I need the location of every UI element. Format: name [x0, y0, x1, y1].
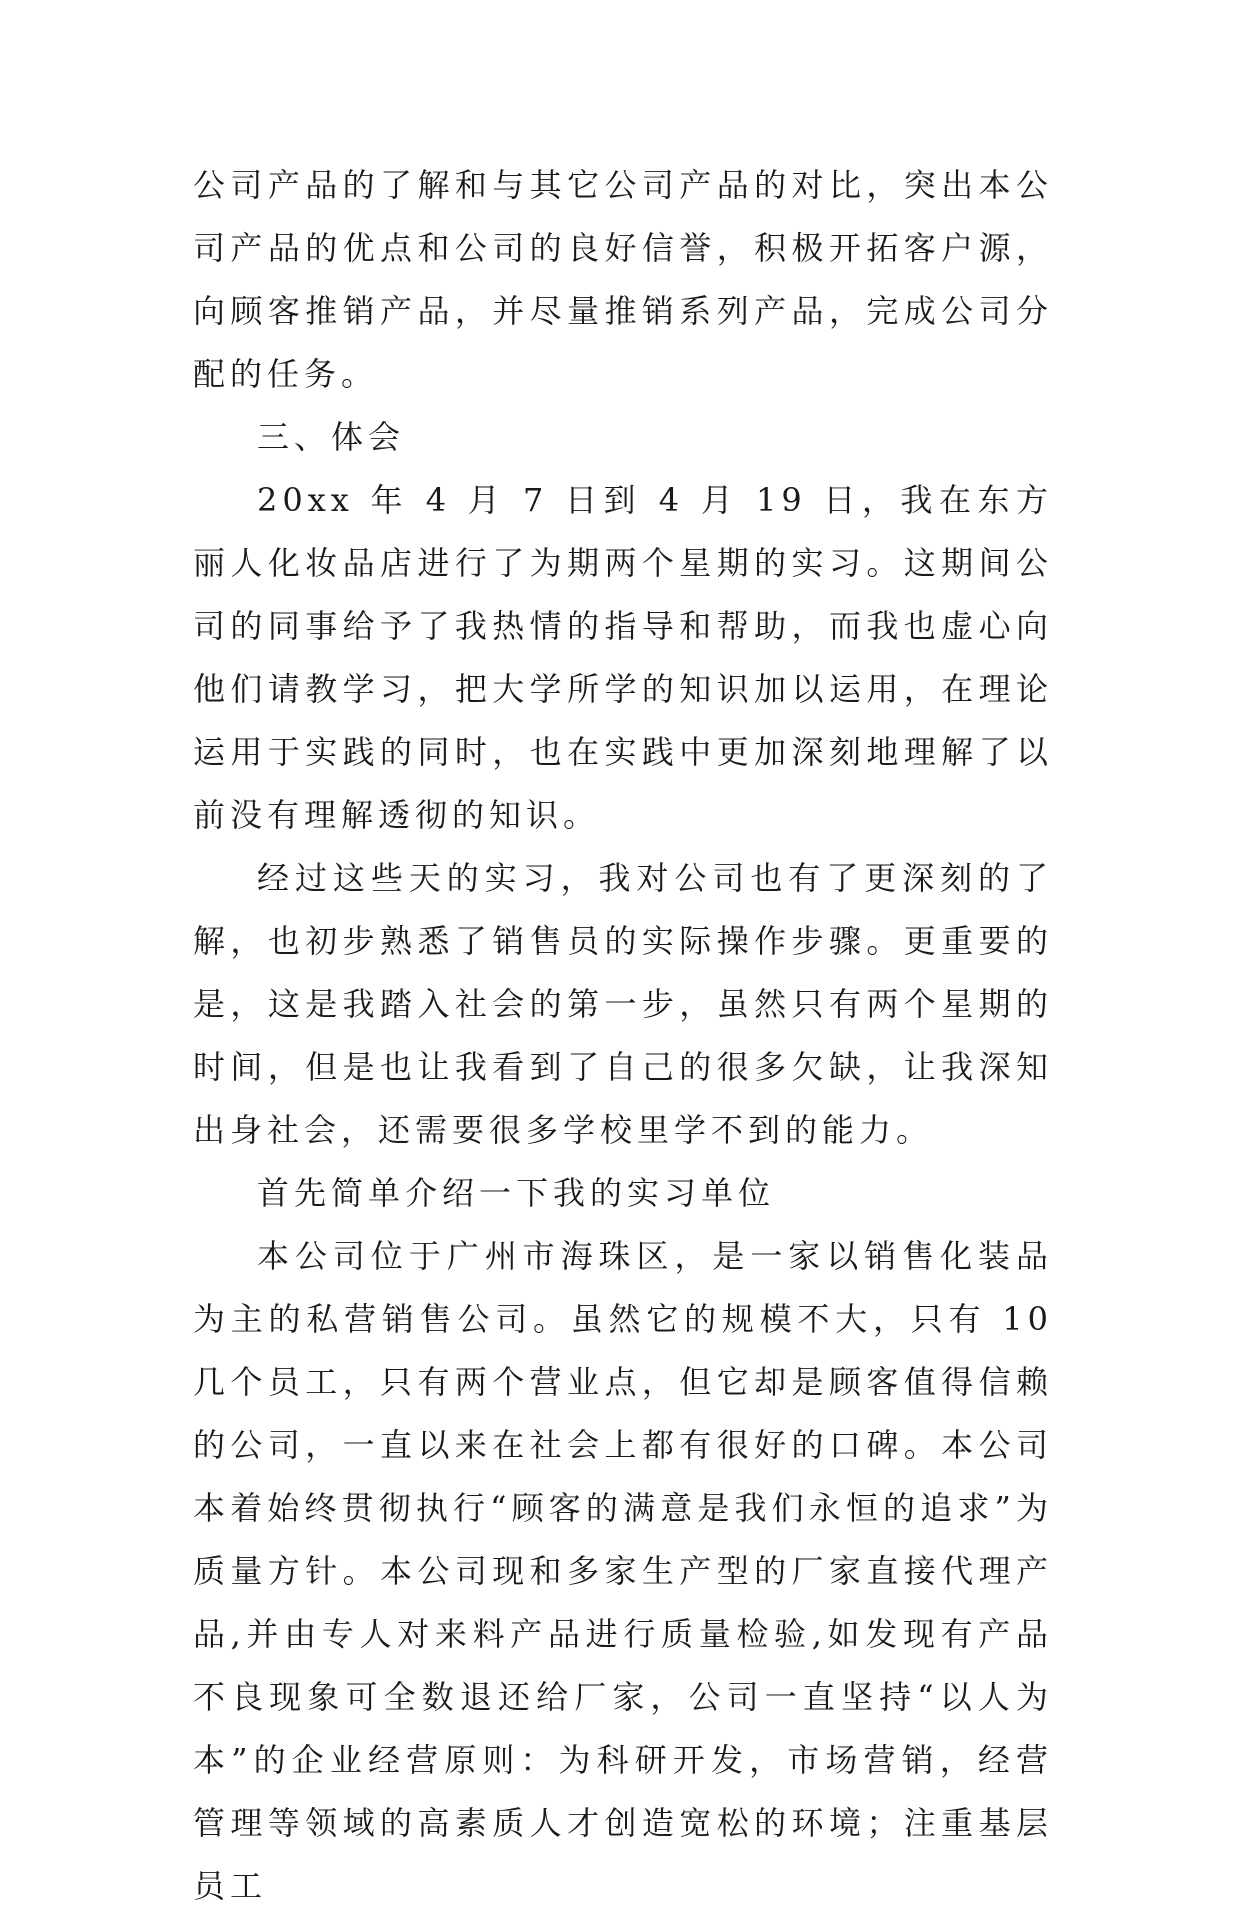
section-heading-tihui: 三、体会 — [257, 418, 406, 456]
paragraph-continuation: 公司产品的了解和与其它公司产品的对比，突出本公司产品的优点和公司的良好信誉，积极开拓客户源，向顾客推销产品，并尽量推销系列产品，完成公司分配的任务。 — [193, 166, 1053, 393]
paragraph-intro-heading: 首先简单介绍一下我的实习单位 — [257, 1174, 776, 1212]
document-body — [193, 154, 1053, 1918]
paragraph-experience: 经过这些天的实习，我对公司也有了更深刻的了解，也初步熟悉了销售员的实际操作步骤。更重要的是，这是我踏入社会的第一步，虽然只有两个星期的时间，但是也让我看到了自己的很多欠缺，让我深知出身社会，还需要很多学校里学不到的能力。 — [193, 859, 1053, 1149]
paragraph-company-intro: 本公司位于广州市海珠区，是一家以销售化装品为主的私营销售公司。虽然它的规模不大，只有 10 几个员工，只有两个营业点，但它却是顾客值得信赖的公司，一直以来在社会上都有很好的口碑。本公司本着始终贯彻执行“顾客的满意是我们永恒的追求”为质量方针。本公司现和多家生产型的厂家直接代理产品,并由专人对来料产品进行质量检验,如发现有产品不良现象可全数退还给厂家，公司一直坚持“以人为本”的企业经营原则：为科研开发，市场营销，经营管理等领域的高素质人才创造宽松的环境；注重基层员工 — [193, 1237, 1053, 1905]
paragraph-internship-period: 20xx 年 4 月 7 日到 4 月 19 日，我在东方丽人化妆品店进行了为期两个星期的实习。这期间公司的同事给予了我热情的指导和帮助，而我也虚心向他们请教学习，把大学所学的知识加以运用，在理论运用于实践的同时，也在实践中更加深刻地理解了以前没有理解透彻的知识。 — [193, 481, 1053, 834]
